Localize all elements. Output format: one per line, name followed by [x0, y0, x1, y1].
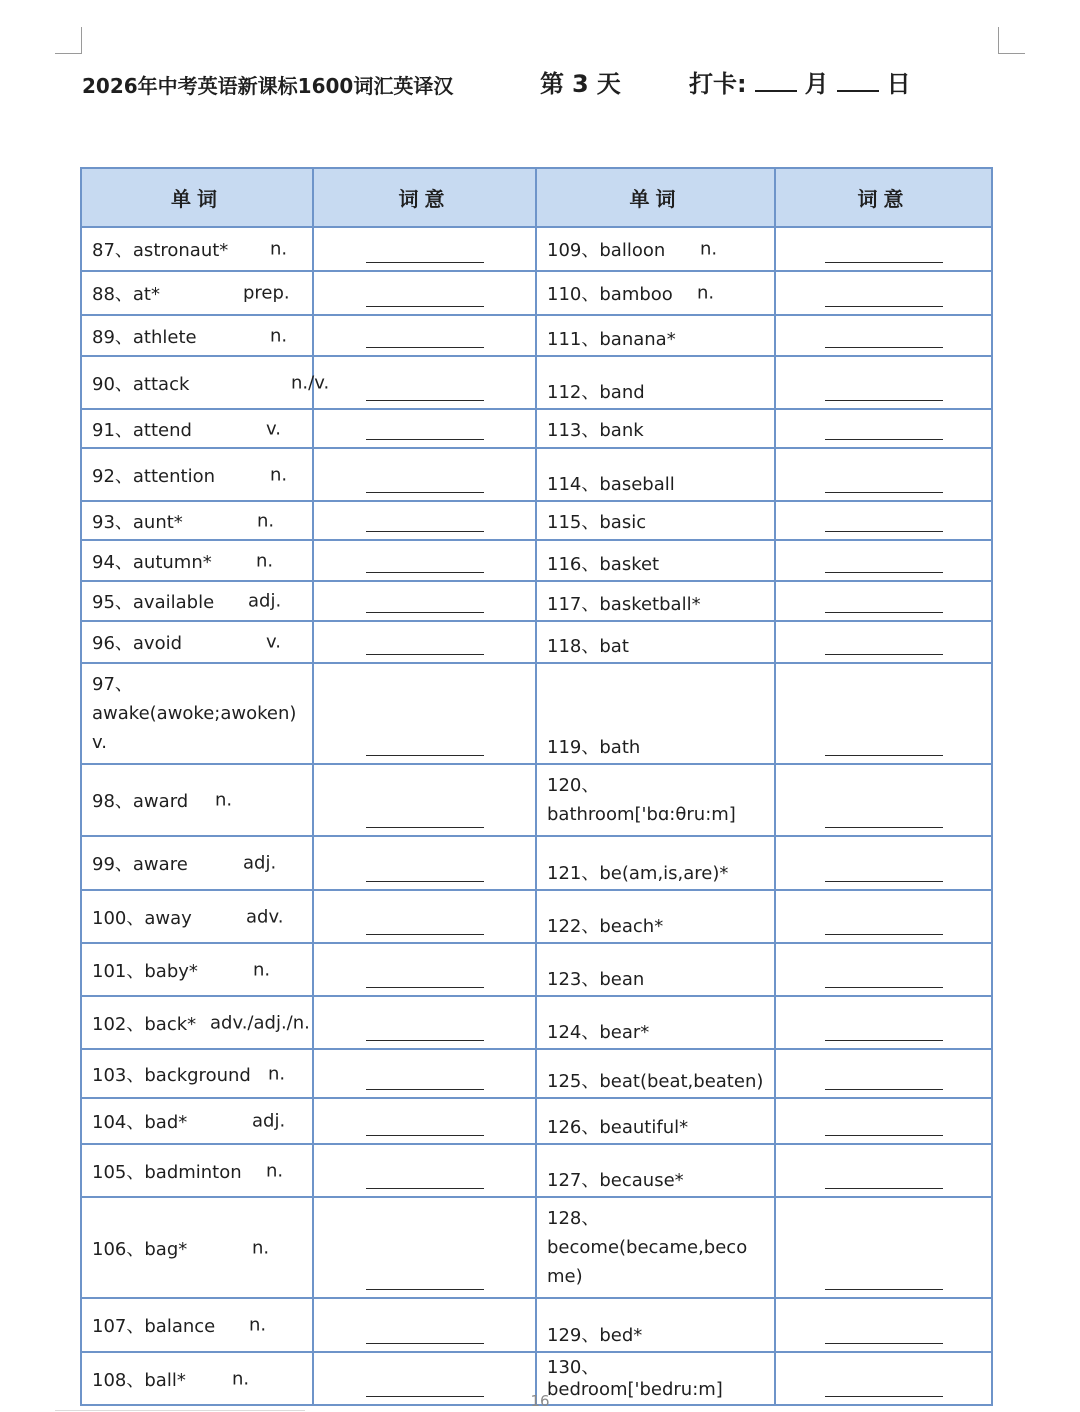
answer-blank[interactable] — [825, 987, 943, 988]
header-meaning-left: 词意 — [313, 168, 536, 227]
word-number: 94、 — [92, 551, 133, 573]
word-pos: n. — [266, 1160, 284, 1181]
word-text: balance — [144, 1316, 216, 1337]
meaning-cell — [775, 1197, 992, 1298]
meaning-cell — [313, 996, 536, 1049]
answer-blank[interactable] — [366, 400, 484, 401]
answer-blank[interactable] — [366, 654, 484, 655]
answer-blank[interactable] — [366, 1089, 484, 1090]
answer-blank[interactable] — [366, 572, 484, 573]
word-text: autumn* — [132, 551, 212, 573]
word-text: bath — [599, 737, 641, 758]
word-text: because* — [599, 1170, 684, 1191]
word-cell — [536, 501, 775, 540]
answer-blank[interactable] — [825, 531, 943, 532]
word-cell — [81, 356, 330, 409]
word-text: bathroom['bɑ:θru:m] — [547, 804, 736, 825]
answer-blank[interactable] — [825, 1135, 943, 1136]
word-text: become(became,become) — [547, 1237, 748, 1287]
table-row — [81, 1049, 992, 1098]
meaning-cell — [313, 501, 536, 540]
word-pos: v. — [266, 631, 281, 653]
table-row — [81, 581, 992, 621]
word-text: beautiful* — [599, 1117, 689, 1138]
header-word-right: 单词 — [536, 168, 775, 227]
word-number: 130、 — [547, 1357, 600, 1378]
word-number: 107、 — [92, 1316, 145, 1337]
word-cell — [536, 890, 775, 943]
word-text: bean — [599, 969, 645, 990]
word-text: back* — [144, 1013, 197, 1035]
word-number: 110、 — [547, 284, 600, 305]
answer-blank[interactable] — [366, 1188, 484, 1189]
answer-blank[interactable] — [825, 439, 943, 440]
word-number: 90、 — [92, 373, 133, 395]
crop-mark-top-left — [55, 27, 82, 54]
table-header-row — [81, 168, 992, 227]
table-row — [81, 1144, 992, 1197]
word-pos: adv. — [246, 906, 284, 927]
word-number: 114、 — [547, 474, 600, 495]
table-row — [81, 1098, 992, 1144]
page-title: 2026年中考英语新课标1600词汇英译汉 — [82, 74, 454, 98]
word-number: 119、 — [547, 737, 600, 758]
meaning-cell — [313, 943, 536, 996]
meaning-cell — [313, 663, 536, 764]
answer-blank[interactable] — [825, 881, 943, 882]
word-cell — [81, 943, 313, 996]
meaning-cell — [313, 1298, 536, 1352]
meaning-cell — [775, 409, 992, 448]
word-cell — [81, 996, 313, 1049]
word-number: 118、 — [547, 636, 600, 657]
word-text: be(am,is,are)* — [599, 863, 729, 884]
word-text: aware — [132, 854, 188, 875]
answer-blank[interactable] — [366, 347, 484, 348]
word-number: 125、 — [547, 1071, 600, 1092]
word-text: avoid — [132, 633, 183, 654]
meaning-cell — [775, 356, 992, 409]
meaning-cell — [313, 227, 536, 271]
word-number: 113、 — [547, 419, 600, 441]
word-cell — [536, 315, 775, 356]
meaning-cell — [775, 1144, 992, 1197]
word-number: 87、 — [92, 240, 133, 261]
answer-blank[interactable] — [366, 306, 484, 307]
meaning-cell — [313, 581, 536, 621]
meaning-cell — [313, 271, 536, 315]
meaning-cell — [775, 996, 992, 1049]
answer-blank[interactable] — [825, 1188, 943, 1189]
answer-blank[interactable] — [825, 1343, 943, 1344]
vocab-table — [80, 167, 993, 1406]
word-pos: n. — [249, 1314, 267, 1336]
answer-blank[interactable] — [366, 612, 484, 613]
word-text: bag* — [144, 1238, 188, 1260]
meaning-cell — [775, 1049, 992, 1098]
word-cell — [81, 1144, 313, 1197]
answer-blank[interactable] — [366, 1135, 484, 1136]
meaning-cell — [313, 448, 536, 501]
word-number: 102、 — [92, 1013, 145, 1035]
table-row — [81, 227, 992, 271]
word-pos: prep. — [243, 282, 290, 304]
meaning-cell — [313, 764, 536, 836]
meaning-cell — [775, 501, 992, 540]
day-number: 3 — [572, 70, 589, 98]
meaning-cell — [775, 1098, 992, 1144]
word-number: 108、 — [92, 1369, 145, 1391]
meaning-cell — [313, 356, 536, 409]
meaning-cell — [775, 271, 992, 315]
word-text: basketball* — [599, 594, 701, 615]
month-blank[interactable] — [755, 68, 797, 92]
meaning-cell — [313, 540, 536, 581]
word-cell — [81, 271, 313, 315]
word-text: attack — [132, 373, 190, 395]
word-text: attention — [132, 465, 216, 487]
word-cell — [81, 621, 313, 663]
word-text: beat(beat,beaten) — [599, 1071, 764, 1092]
word-pos: n. — [257, 510, 275, 531]
table-row — [81, 943, 992, 996]
table-row — [81, 764, 992, 836]
crop-mark-top-right — [998, 27, 1025, 54]
word-text: athlete — [132, 326, 197, 348]
word-text: aunt* — [132, 511, 183, 533]
word-cell — [81, 1298, 313, 1352]
answer-blank[interactable] — [825, 1040, 943, 1041]
table-row — [81, 996, 992, 1049]
meaning-cell — [313, 1098, 536, 1144]
word-text: beach* — [599, 916, 664, 937]
word-text: astronaut* — [132, 240, 229, 261]
word-number: 122、 — [547, 916, 600, 937]
answer-blank[interactable] — [366, 881, 484, 882]
word-cell — [536, 1197, 775, 1298]
answer-blank[interactable] — [825, 934, 943, 935]
word-number: 117、 — [547, 594, 600, 615]
meaning-cell — [313, 890, 536, 943]
word-pos: n. — [215, 789, 233, 811]
word-number: 91、 — [92, 419, 133, 441]
day-blank[interactable] — [837, 68, 879, 92]
word-cell — [81, 581, 313, 621]
word-number: 127、 — [547, 1170, 600, 1191]
answer-blank[interactable] — [366, 755, 484, 756]
table-row — [81, 315, 992, 356]
meaning-cell — [313, 1049, 536, 1098]
table-row — [81, 890, 992, 943]
meaning-cell — [775, 540, 992, 581]
word-pos: n. — [232, 1368, 250, 1389]
answer-blank[interactable] — [825, 1289, 943, 1290]
word-number: 98、 — [92, 791, 133, 812]
word-number: 126、 — [547, 1117, 600, 1138]
answer-blank[interactable] — [825, 400, 943, 401]
word-text: attend — [132, 419, 192, 441]
answer-blank[interactable] — [825, 572, 943, 573]
word-text: basic — [599, 511, 647, 533]
word-cell — [81, 315, 313, 356]
meaning-cell — [313, 315, 536, 356]
word-pos: n. — [253, 959, 271, 980]
table-row — [81, 501, 992, 540]
answer-blank[interactable] — [366, 827, 484, 828]
word-number: 100、 — [92, 907, 145, 929]
checkin-area — [689, 64, 911, 99]
meaning-cell — [775, 1298, 992, 1352]
word-text: baby* — [144, 960, 198, 982]
page-header — [82, 64, 982, 100]
word-number: 101、 — [92, 960, 145, 982]
word-number: 89、 — [92, 326, 133, 348]
word-cell — [536, 271, 775, 315]
word-cell — [81, 501, 313, 540]
answer-blank[interactable] — [366, 439, 484, 440]
answer-blank[interactable] — [366, 934, 484, 935]
word-pos: n. — [700, 238, 718, 260]
word-cell — [81, 1098, 313, 1144]
answer-blank[interactable] — [366, 1343, 484, 1344]
answer-blank[interactable] — [825, 306, 943, 307]
meaning-cell — [775, 943, 992, 996]
meaning-cell — [313, 1197, 536, 1298]
word-text: awake(awoke;awoken) — [92, 703, 297, 724]
word-cell — [81, 764, 313, 836]
word-number: 93、 — [92, 511, 133, 533]
word-text: bat — [599, 636, 629, 657]
word-pos: adj. — [252, 1110, 286, 1132]
answer-blank[interactable] — [825, 1089, 943, 1090]
word-text: ball* — [144, 1369, 186, 1391]
table-row — [81, 448, 992, 501]
word-number: 129、 — [547, 1325, 600, 1346]
meaning-cell — [313, 409, 536, 448]
answer-blank[interactable] — [825, 827, 943, 828]
word-cell — [81, 1197, 313, 1298]
word-cell — [536, 1298, 775, 1352]
word-cell — [81, 409, 313, 448]
meaning-cell — [775, 836, 992, 890]
table-row — [81, 356, 992, 409]
meaning-cell — [775, 581, 992, 621]
header-word-left: 单词 — [81, 168, 313, 227]
word-cell — [536, 621, 775, 663]
meaning-cell — [313, 1144, 536, 1197]
word-text: basket — [599, 554, 660, 575]
word-pos: n. — [697, 282, 715, 304]
day-label-text: 日 — [886, 70, 911, 98]
word-pos: adj. — [248, 590, 282, 612]
word-text: available — [132, 592, 215, 613]
word-number: 96、 — [92, 633, 133, 654]
meaning-cell — [775, 764, 992, 836]
word-pos: n. — [270, 464, 288, 485]
word-number: 115、 — [547, 511, 600, 533]
header-meaning-right: 词意 — [775, 168, 992, 227]
answer-blank[interactable] — [825, 262, 943, 263]
table-row — [81, 836, 992, 890]
word-text: bedroom['bedru:m] — [547, 1379, 723, 1400]
word-number: 120、 — [547, 775, 600, 796]
page-number: 16 — [530, 1392, 550, 1410]
word-text: bamboo — [599, 284, 673, 305]
word-cell — [536, 409, 775, 448]
word-pos: adj. — [243, 852, 277, 874]
word-cell — [536, 1049, 775, 1098]
meaning-cell — [775, 227, 992, 271]
word-number: 109、 — [547, 240, 600, 261]
word-text: bed* — [599, 1325, 643, 1346]
word-text: badminton — [144, 1161, 242, 1183]
word-pos: n. — [256, 550, 274, 571]
word-cell — [81, 1049, 313, 1098]
word-number: 99、 — [92, 854, 133, 875]
answer-blank[interactable] — [825, 347, 943, 348]
meaning-cell — [775, 890, 992, 943]
meaning-cell — [313, 621, 536, 663]
table-row — [81, 271, 992, 315]
word-cell — [536, 764, 775, 836]
word-number: 95、 — [92, 592, 133, 613]
word-number: 121、 — [547, 863, 600, 884]
word-cell — [536, 227, 775, 271]
word-cell — [81, 540, 313, 581]
meaning-cell — [775, 621, 992, 663]
answer-blank[interactable] — [366, 492, 484, 493]
word-cell — [536, 356, 775, 409]
word-cell — [81, 890, 313, 943]
word-text: at* — [132, 284, 160, 305]
word-text: balloon — [599, 240, 666, 261]
word-number: 88、 — [92, 284, 133, 305]
word-pos: n. — [270, 325, 288, 346]
word-text: bad* — [144, 1112, 188, 1133]
word-number: 106、 — [92, 1238, 145, 1260]
word-number: 103、 — [92, 1064, 145, 1086]
word-number: 105、 — [92, 1161, 145, 1183]
word-text: banana* — [599, 329, 676, 350]
word-number: 111、 — [547, 329, 600, 350]
word-cell — [536, 836, 775, 890]
word-cell — [81, 227, 313, 271]
table-row — [81, 1197, 992, 1298]
word-text: band — [599, 382, 645, 403]
answer-blank[interactable] — [825, 492, 943, 493]
word-cell — [536, 448, 775, 501]
word-pos: n. — [270, 238, 288, 260]
word-pos: n. — [268, 1063, 286, 1084]
word-number: 97、 — [92, 674, 133, 695]
word-pos: adv./adj./n. — [210, 1012, 310, 1033]
table-row — [81, 1298, 992, 1352]
day-suffix: 天 — [596, 70, 621, 98]
table-row — [81, 540, 992, 581]
word-cell — [81, 836, 313, 890]
word-cell — [536, 663, 775, 764]
word-pos: n. — [252, 1237, 270, 1258]
table-row — [81, 621, 992, 663]
day-prefix: 第 — [540, 70, 564, 98]
table-row — [81, 409, 992, 448]
word-cell — [536, 996, 775, 1049]
answer-blank[interactable] — [366, 262, 484, 263]
answer-blank[interactable] — [825, 755, 943, 756]
checkin-label: 打卡: — [689, 70, 747, 98]
word-number: 104、 — [92, 1112, 145, 1133]
meaning-cell — [775, 448, 992, 501]
word-number: 123、 — [547, 969, 600, 990]
answer-blank[interactable] — [366, 531, 484, 532]
word-number: 128、 — [547, 1208, 600, 1229]
word-cell — [536, 1098, 775, 1144]
word-pos: v. — [92, 732, 107, 753]
word-text: away — [144, 907, 192, 929]
table-row — [81, 663, 992, 764]
word-number: 112、 — [547, 382, 600, 403]
answer-blank[interactable] — [366, 1040, 484, 1041]
word-text: bank — [599, 419, 644, 441]
word-cell — [536, 943, 775, 996]
month-label: 月 — [804, 70, 829, 98]
day-label — [540, 64, 621, 99]
word-number: 92、 — [92, 465, 133, 487]
answer-blank[interactable] — [366, 987, 484, 988]
word-cell — [81, 663, 313, 764]
word-cell — [81, 448, 313, 501]
meaning-cell — [775, 663, 992, 764]
word-cell — [536, 1144, 775, 1197]
word-pos: v. — [266, 418, 281, 439]
word-number: 116、 — [547, 554, 600, 575]
meaning-cell — [775, 315, 992, 356]
word-text: bear* — [599, 1022, 650, 1043]
answer-blank[interactable] — [825, 654, 943, 655]
word-cell — [536, 581, 775, 621]
word-text: baseball — [599, 474, 675, 495]
answer-blank[interactable] — [825, 612, 943, 613]
answer-blank[interactable] — [366, 1289, 484, 1290]
word-cell — [536, 540, 775, 581]
word-pos: n./v. — [291, 372, 330, 393]
word-text: background — [144, 1064, 251, 1086]
meaning-cell — [313, 836, 536, 890]
word-number: 124、 — [547, 1022, 600, 1043]
word-text: award — [132, 791, 189, 812]
footer-divider — [55, 1410, 305, 1411]
